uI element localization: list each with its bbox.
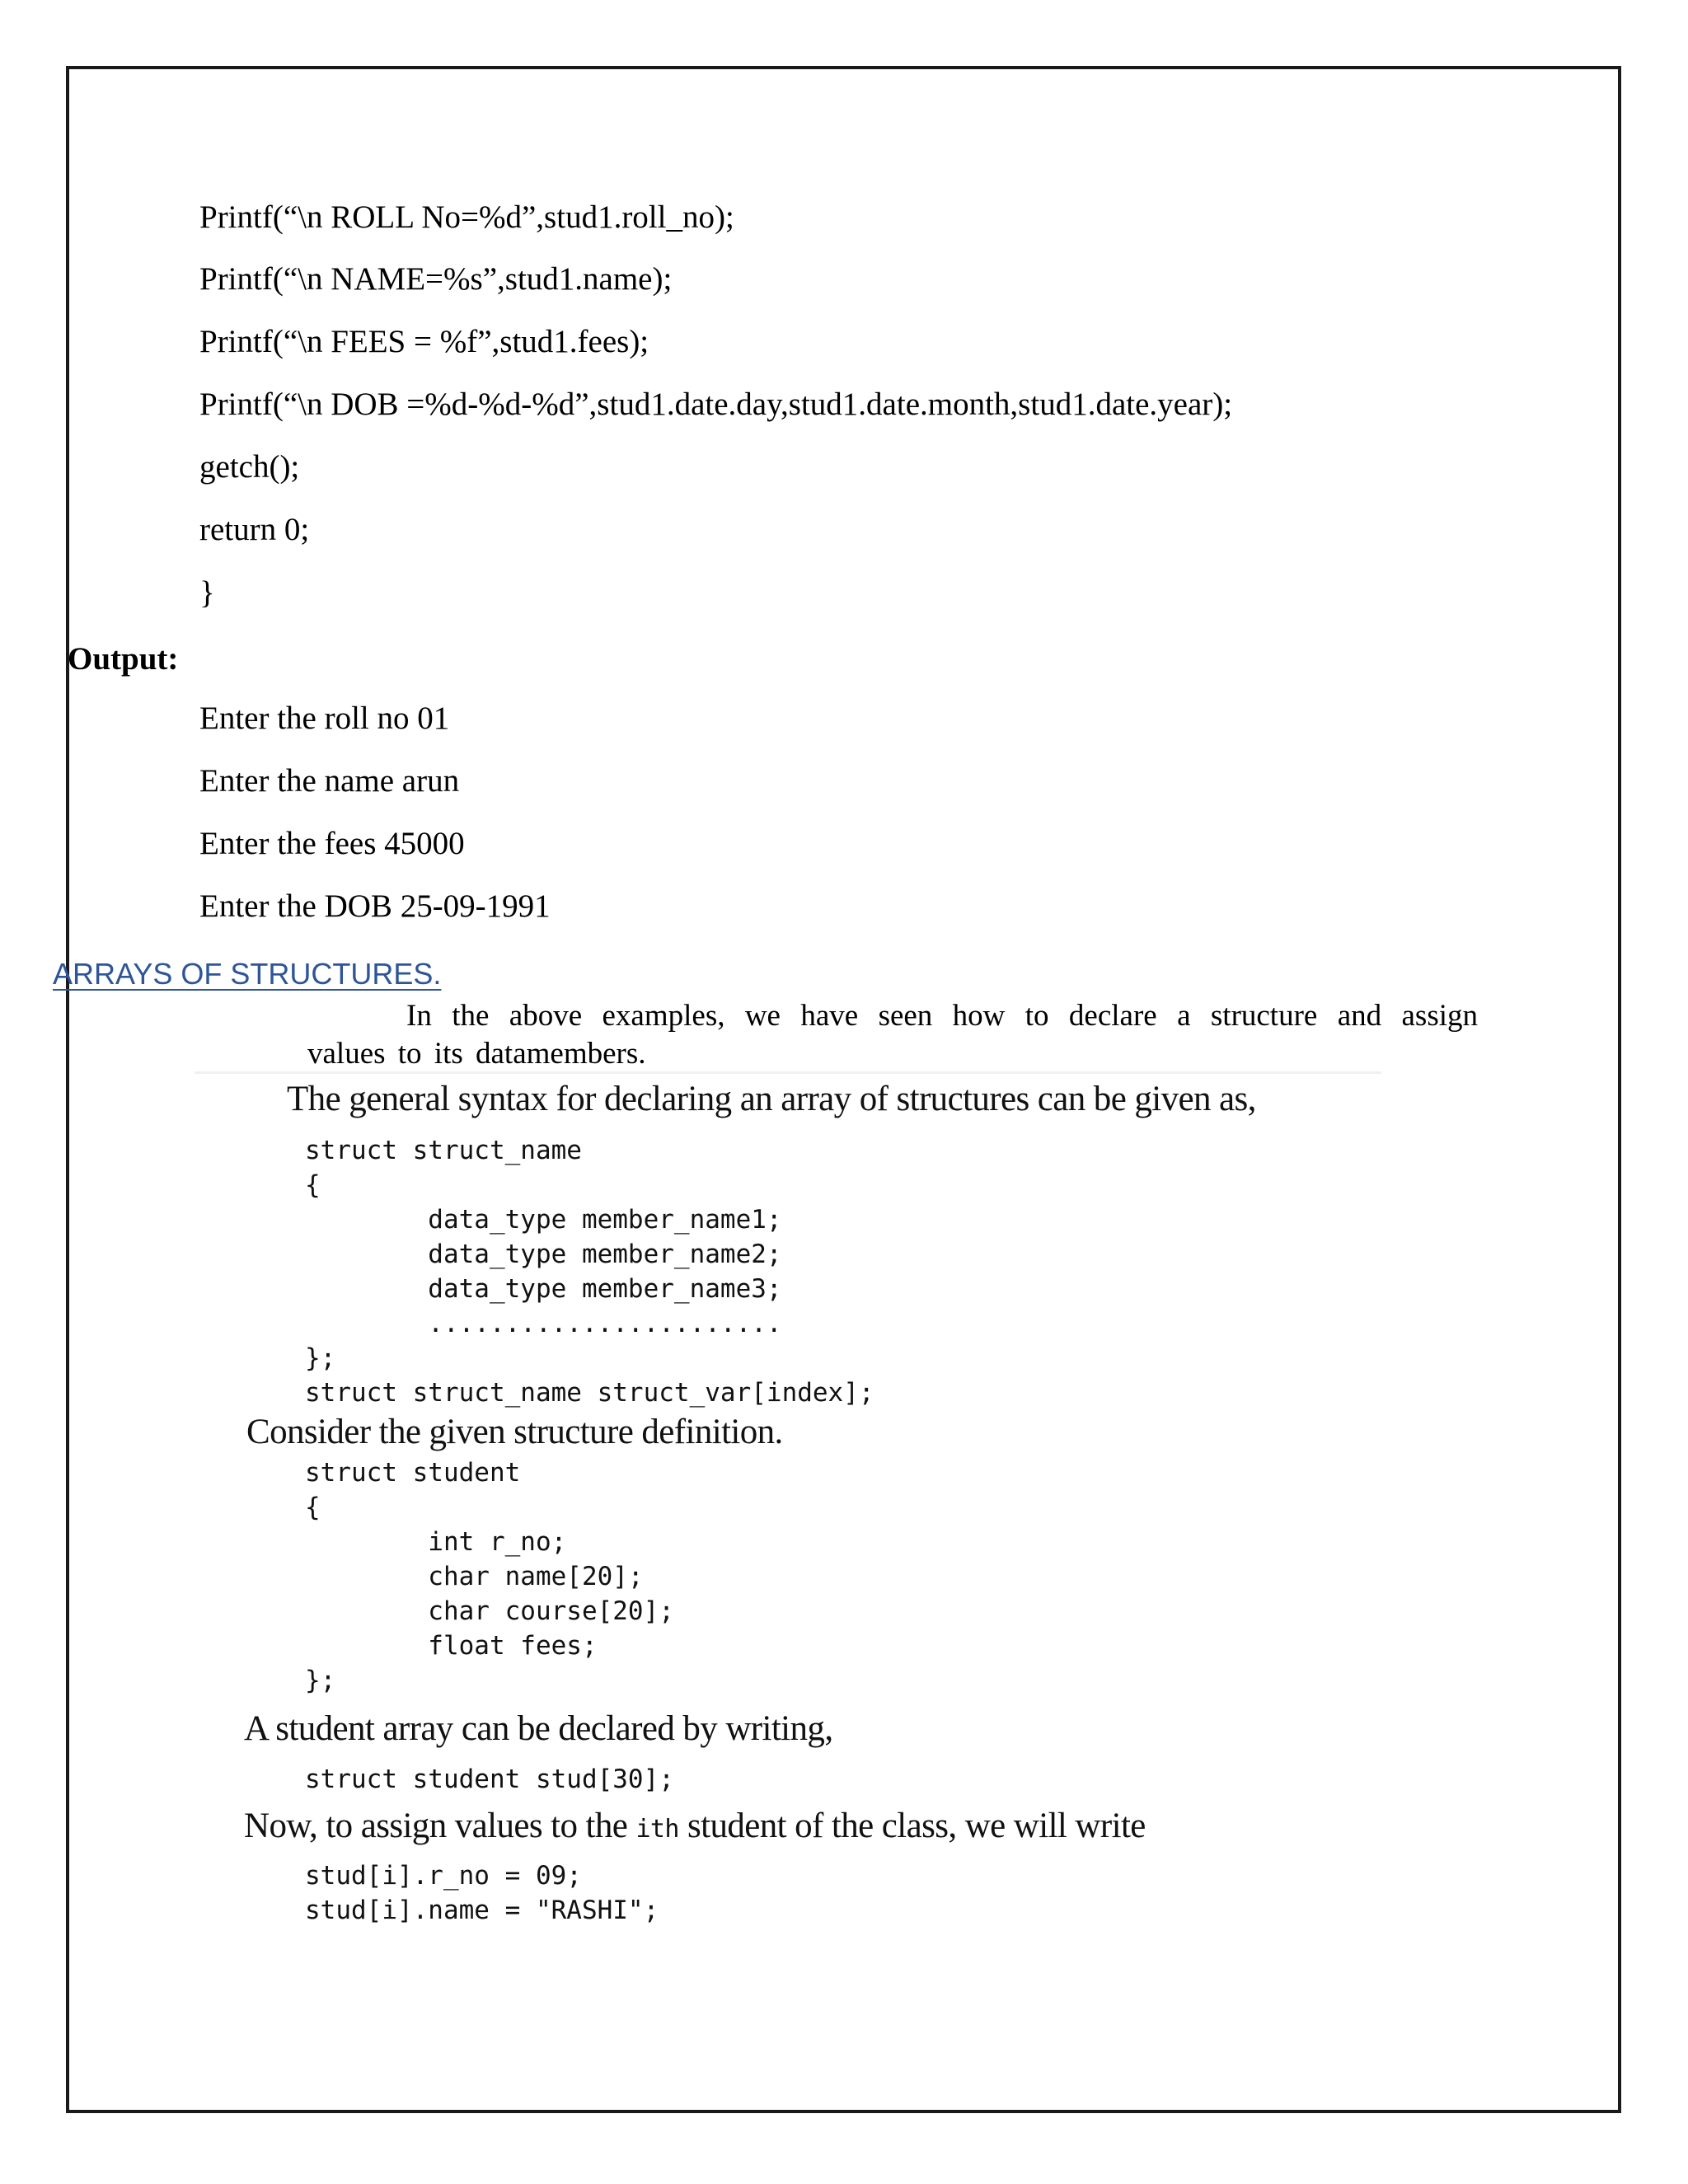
assign-code-block: stud[i].r_no = 09; stud[i].name = "RASHI"; bbox=[305, 1861, 659, 1925]
section-heading: ARRAYS OF STRUCTURES. bbox=[53, 957, 442, 991]
assign-text-after: student of the class, we will write bbox=[678, 1807, 1146, 1845]
output-label: Output: bbox=[68, 641, 179, 677]
textbook-figure bbox=[195, 1071, 1381, 1961]
code-line-closing-brace: } bbox=[199, 575, 215, 611]
intro-paragraph bbox=[307, 997, 1478, 1073]
array-declare-text: A student array can be declared by writing, bbox=[244, 1709, 833, 1748]
output-line-dob: Enter the DOB 25-09-1991 bbox=[199, 888, 551, 924]
figure-top-rule bbox=[195, 1071, 1381, 1074]
struct-student-code-block: struct student { int r_no; char name[20]; char course[20]; float fees; }; bbox=[305, 1458, 674, 1695]
intro-line-1: In the above examples, we have seen how to declare a structure and assign bbox=[406, 999, 1478, 1033]
consider-text: Consider the given structure definition. bbox=[246, 1413, 783, 1451]
assign-values-text bbox=[244, 1805, 1146, 1851]
syntax-intro-text: The general syntax for declaring an array of structures can be given as, bbox=[287, 1080, 1256, 1118]
code-line-printf-roll: Printf(“\n ROLL No=%d”,stud1.roll_no); bbox=[199, 199, 734, 235]
code-line-printf-fees: Printf(“\n FEES = %f”,stud1.fees); bbox=[199, 324, 649, 359]
intro-line-2: values to its datamembers. bbox=[307, 1037, 646, 1071]
output-line-name: Enter the name arun bbox=[199, 763, 460, 799]
assign-text-inline-code: ith bbox=[635, 1815, 679, 1844]
code-line-printf-name: Printf(“\n NAME=%s”,stud1.name); bbox=[199, 261, 673, 297]
output-line-fees: Enter the fees 45000 bbox=[199, 826, 465, 861]
assign-text-before: Now, to assign values to the bbox=[244, 1807, 636, 1845]
code-line-getch: getch(); bbox=[199, 449, 300, 485]
code-line-return: return 0; bbox=[199, 512, 310, 547]
output-line-roll: Enter the roll no 01 bbox=[199, 701, 450, 736]
syntax-code-block: struct struct_name { data_type member_name1; data_type member_name2; data_type member_name3; ....................... }; struct struct_name struct_var[index]; bbox=[305, 1136, 874, 1408]
array-declare-code: struct student stud[30]; bbox=[305, 1765, 674, 1794]
code-line-printf-dob: Printf(“\n DOB =%d-%d-%d”,stud1.date.day,stud1.date.month,stud1.date.year); bbox=[199, 387, 1233, 422]
